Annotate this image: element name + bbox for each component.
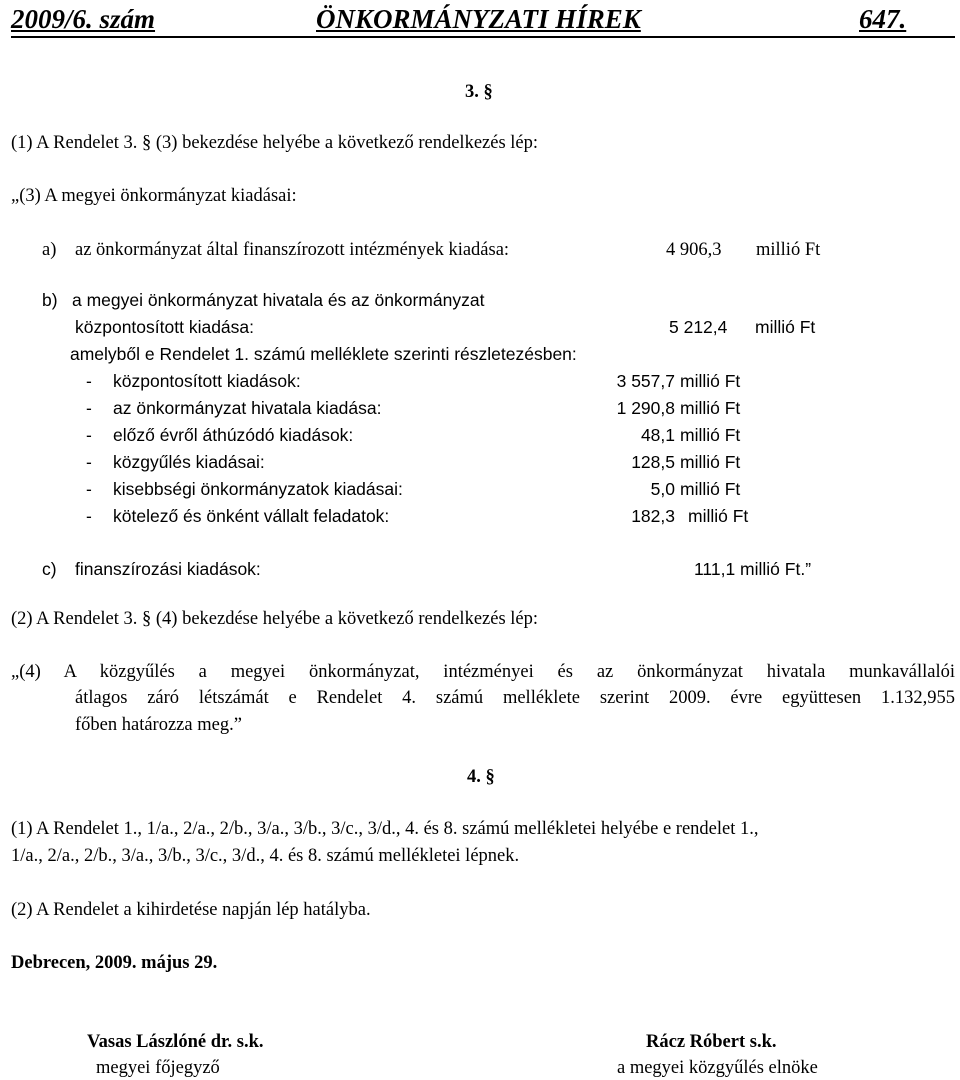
section-4-heading: 4. § — [467, 767, 495, 787]
breakdown-unit: millió Ft — [680, 452, 741, 472]
breakdown-label: kisebbségi önkormányzatok kiadásai: — [113, 479, 403, 499]
item-c-value: 111,1 millió Ft.” — [694, 559, 812, 579]
breakdown-label: közgyűlés kiadásai: — [113, 452, 265, 472]
publication-title: ÖNKORMÁNYZATI HÍREK — [316, 4, 641, 34]
breakdown-label: kötelező és önként vállalt feladatok: — [113, 506, 390, 526]
breakdown-dash: - — [86, 425, 92, 445]
item-b-text-line1: a megyei önkormányzat hivatala és az önkormányzat — [72, 290, 485, 310]
item-c-label: c) — [42, 559, 57, 579]
header-rule — [11, 36, 955, 38]
item-a-value: 4 906,3 — [666, 240, 722, 260]
breakdown-label: központosított kiadások: — [113, 371, 301, 391]
item-b-text-line3: amelyből e Rendelet 1. számú melléklete szerinti részletezésben: — [70, 344, 577, 364]
breakdown-value: 128,5 — [631, 452, 675, 472]
breakdown-dash: - — [86, 479, 92, 499]
breakdown-unit: millió Ft — [680, 479, 741, 499]
section-4-paragraph-2: (2) A Rendelet a kihirdetése napján lép hatályba. — [11, 900, 371, 920]
breakdown-value: 1 290,8 — [616, 398, 675, 418]
item-c-text: finanszírozási kiadások: — [75, 559, 261, 579]
quote-4-line2: átlagos záró létszámát e Rendelet 4. számú melléklete szerint 2009. évre együttesen 1.132,955 — [75, 688, 955, 708]
breakdown-value: 182,3 — [631, 506, 675, 526]
page-number: 647. — [859, 4, 907, 34]
breakdown-unit: millió Ft — [680, 425, 741, 445]
signatory-2-name: Rácz Róbert s.k. — [646, 1032, 777, 1052]
breakdown-dash: - — [86, 506, 92, 526]
item-b-value: 5 212,4 — [669, 317, 728, 337]
item-a-unit: millió Ft — [756, 240, 821, 260]
issue-number: 2009/6. szám — [11, 4, 156, 34]
item-a-label: a) — [42, 240, 57, 260]
breakdown-value: 3 557,7 — [616, 371, 675, 391]
signatory-1-title: megyei főjegyző — [96, 1058, 220, 1078]
breakdown-value: 5,0 — [650, 479, 675, 499]
item-b-text-line2: központosított kiadása: — [75, 317, 254, 337]
section-4-paragraph-1-line2: 1/a., 2/a., 2/b., 3/a., 3/b., 3/c., 3/d., 4. és 8. számú mellékletei lépnek. — [11, 846, 520, 866]
item-b-label: b) — [42, 290, 58, 310]
section-3-paragraph-2: (2) A Rendelet 3. § (4) bekezdése helyébe a következő rendelkezés lép: — [11, 609, 539, 629]
place-and-date: Debrecen, 2009. május 29. — [11, 953, 218, 973]
quote-4-line1: „(4) A közgyűlés a megyei önkormányzat, intézményei és az önkormányzat hivatala munkavállalói — [11, 662, 955, 682]
section-3-heading: 3. § — [465, 82, 493, 102]
breakdown-label: az önkormányzat hivatala kiadása: — [113, 398, 382, 418]
breakdown-dash: - — [86, 398, 92, 418]
signatory-2-title: a megyei közgyűlés elnöke — [617, 1058, 818, 1078]
section-3-paragraph-1: (1) A Rendelet 3. § (3) bekezdése helyébe a következő rendelkezés lép: — [11, 133, 539, 153]
breakdown-dash: - — [86, 371, 92, 391]
breakdown-unit: millió Ft — [680, 398, 741, 418]
quote-4-line3: főben határozza meg.” — [75, 715, 242, 735]
breakdown-value: 48,1 — [640, 425, 675, 445]
section-4-paragraph-1-line1: (1) A Rendelet 1., 1/a., 2/a., 2/b., 3/a., 3/b., 3/c., 3/d., 4. és 8. számú mellékletei helyébe e rendelet 1., — [11, 819, 759, 839]
breakdown-unit: millió Ft — [680, 371, 741, 391]
signatory-1-name: Vasas Lászlóné dr. s.k. — [87, 1032, 264, 1052]
breakdown-label: előző évről áthúzódó kiadások: — [113, 425, 354, 445]
quote-intro: „(3) A megyei önkormányzat kiadásai: — [11, 186, 297, 206]
breakdown-dash: - — [86, 452, 92, 472]
item-b-unit: millió Ft — [755, 317, 816, 337]
item-a-text: az önkormányzat által finanszírozott intézmények kiadása: — [75, 240, 510, 260]
breakdown-unit: millió Ft — [688, 506, 749, 526]
